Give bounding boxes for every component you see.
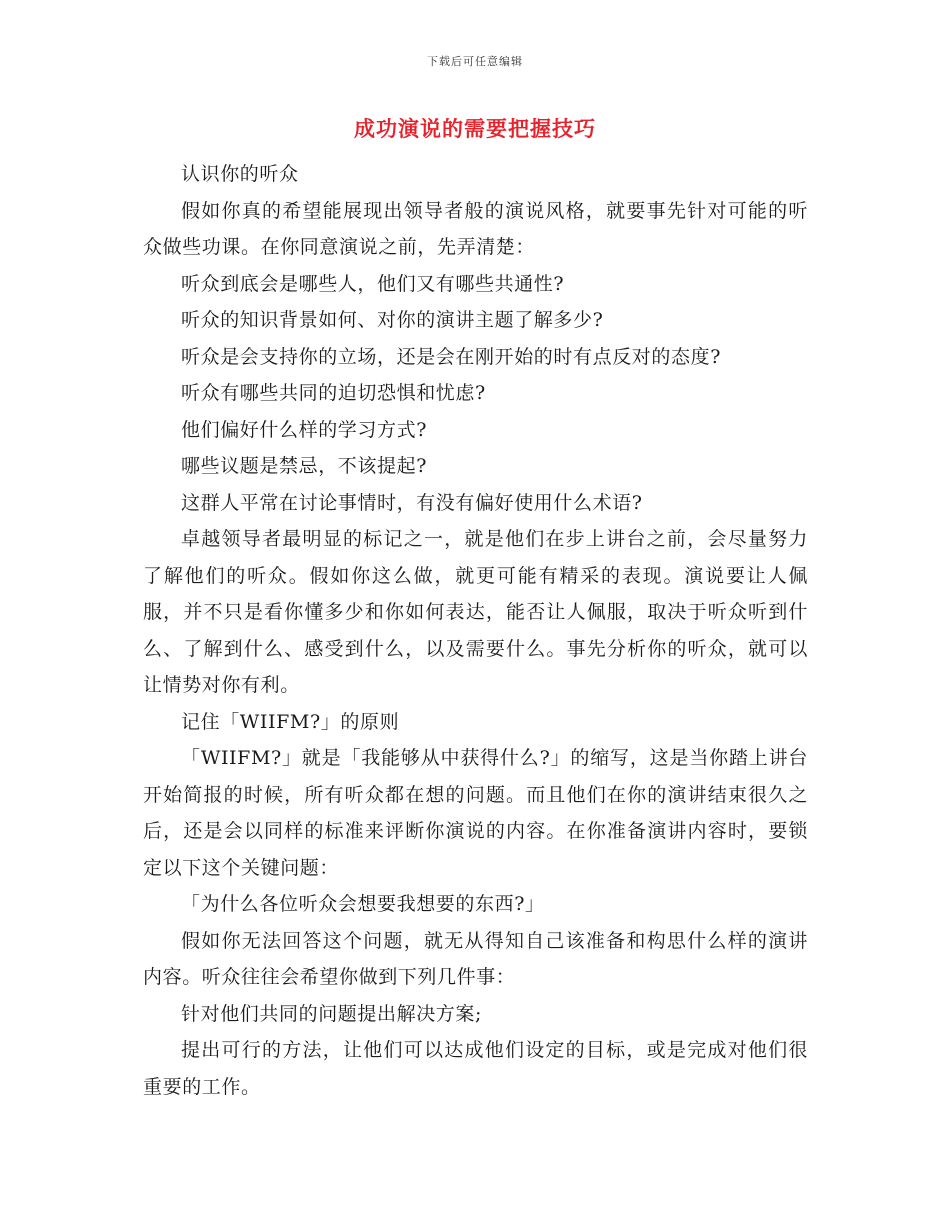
paragraph-heading-wiifm: 记住「WIIFM?」的原则 bbox=[181, 710, 400, 733]
paragraph-question: 他们偏好什么样的学习方式? bbox=[181, 418, 427, 441]
page-header-note: 下载后可任意编辑 bbox=[427, 55, 523, 68]
paragraph-question: 听众到底会是哪些人，他们又有哪些共通性? bbox=[181, 272, 565, 295]
paragraph-question: 听众的知识背景如何、对你的演讲主题了解多少? bbox=[181, 309, 604, 331]
document-title: 成功演说的需要把握技巧 bbox=[354, 116, 596, 141]
paragraph-question: 这群人平常在讨论事情时，有没有偏好使用什么术语? bbox=[181, 491, 643, 514]
paragraph-question: 听众有哪些共同的迫切恐惧和忧虑? bbox=[181, 382, 486, 404]
paragraph-question: 哪些议题是禁忌，不该提起? bbox=[181, 455, 427, 477]
paragraph-heading-know-audience: 认识你的听众 bbox=[181, 163, 299, 185]
paragraph-key-question: 「为什么各位听众会想要我想要的东西?」 bbox=[181, 893, 545, 915]
paragraph-question: 听众是会支持你的立场，还是会在刚开始的时有点反对的态度? bbox=[181, 345, 721, 368]
paragraph-list-item: 针对他们共同的问题提出解决方案; bbox=[181, 1002, 483, 1025]
paragraph: 卓越领导者最明显的标记之一，就是他们在步上讲台之前，会尽量努力了解他们的听众。假如你这么做，就更可能有精采的表现。演说要让人佩服，并不只是看你懂多少和你如何表达，能否让人佩服，取决于听众听到什么、了解到什么、感受到什么，以及需要什么。事先分析你的听众，就可以让情势对你有利。 bbox=[143, 528, 808, 696]
paragraph: 假如你真的希望能展现出领导者般的演说风格，就要事先针对可能的听众做些功课。在你同意演说之前，先弄清楚： bbox=[143, 199, 808, 258]
paragraph: 「WIIFM?」就是「我能够从中获得什么?」的缩写，这是当你踏上讲台开始简报的时候，所有听众都在想的问题。而且他们在你的演讲结束很久之后，还是会以同样的标准来评断你演说的内容。在你准备演讲内容时，要锁定以下这个关键问题： bbox=[143, 747, 808, 879]
paragraph-list-item: 提出可行的方法，让他们可以达成他们设定的目标，或是完成对他们很重要的工作。 bbox=[143, 1039, 808, 1098]
document-body bbox=[143, 156, 808, 1105]
paragraph: 假如你无法回答这个问题，就无从得知自己该准备和构思什么样的演讲内容。听众往往会希望你做到下列几件事： bbox=[143, 929, 808, 988]
